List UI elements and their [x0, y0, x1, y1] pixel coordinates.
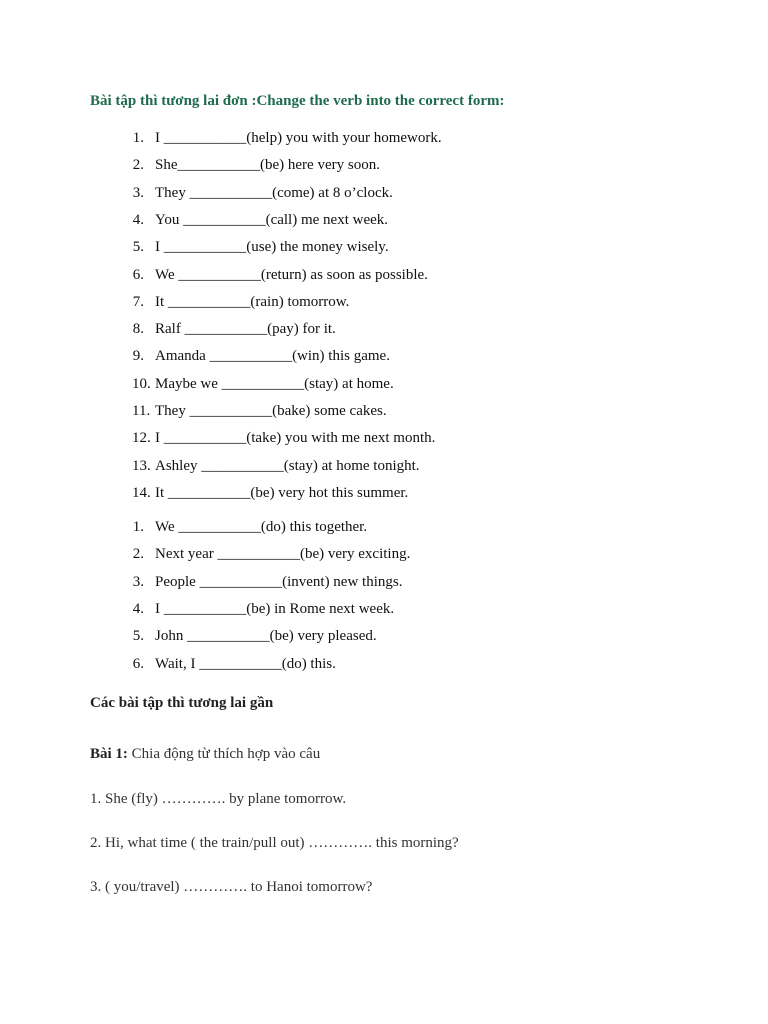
- exercise-instruction-line: [90, 746, 320, 763]
- list-item-text: I ___________(use) the money wisely.: [155, 239, 389, 256]
- list-item-text: Maybe we ___________(stay) at home.: [155, 375, 394, 392]
- list-item-text: You ___________(call) me next week.: [155, 211, 389, 228]
- list-item-text: It ___________(be) very hot this summer.: [155, 484, 409, 501]
- list-item-number: 4.: [132, 600, 144, 617]
- list-item-text: People ___________(invent) new things.: [155, 573, 403, 590]
- list-item-text: Next year ___________(be) very exciting.: [155, 546, 411, 563]
- list-item-number: 7.: [132, 293, 144, 310]
- list-item-number: 8.: [132, 321, 144, 338]
- list-item-number: 3.: [132, 184, 144, 201]
- list-item-number: 5.: [132, 628, 144, 645]
- list-item-number: 13.: [132, 457, 151, 474]
- list-item-text: She___________(be) here very soon.: [155, 157, 380, 174]
- list-item-number: 1.: [132, 519, 144, 535]
- list-item-text: Ralf ___________(pay) for it.: [155, 321, 336, 338]
- list-item-text: They ___________(bake) some cakes.: [155, 403, 387, 419]
- list-item-text: Wait, I ___________(do) this.: [155, 655, 336, 672]
- list-item-text: It ___________(rain) tomorrow.: [155, 293, 350, 310]
- list-item-number: 6.: [132, 266, 144, 283]
- list-item-text: I ___________(be) in Rome next week.: [155, 600, 395, 617]
- list-item-number: 9.: [132, 348, 144, 365]
- list-item-number: 2.: [132, 157, 144, 174]
- list-item-number: 6.: [132, 655, 144, 672]
- exercise-item: 2. Hi, what time ( the train/pull out) …………. this morning?: [90, 835, 459, 851]
- list-item-text: John ___________(be) very pleased.: [155, 628, 377, 645]
- list-item-number: 3.: [132, 573, 144, 590]
- exercise-item: 1. She (fly) …………. by plane tomorrow.: [90, 791, 347, 807]
- exercise-heading: Bài tập thì tương lai đơn :Change the verb into the correct form:: [90, 93, 505, 109]
- exercise-label: Bài 1:: [90, 746, 128, 762]
- list-item-number: 1.: [132, 130, 144, 146]
- list-item-text: I ___________(help) you with your homework.: [155, 130, 442, 146]
- exercise-instruction: Chia động từ thích hợp vào câu: [127, 746, 321, 762]
- list-item-number: 4.: [132, 211, 144, 228]
- list-item-text: We ___________(return) as soon as possible.: [155, 266, 428, 283]
- list-item-text: I ___________(take) you with me next month.: [155, 430, 436, 447]
- list-item-number: 2.: [132, 546, 144, 563]
- exercise-item: 3. ( you/travel) …………. to Hanoi tomorrow?: [90, 879, 373, 895]
- list-item-text: Ashley ___________(stay) at home tonight.: [155, 457, 420, 474]
- list-item-number: 11.: [132, 403, 151, 419]
- list-item-number: 12.: [132, 430, 151, 447]
- list-item-number: 10.: [132, 375, 151, 392]
- list-item-number: 5.: [132, 239, 144, 256]
- list-item-text: We ___________(do) this together.: [155, 519, 368, 535]
- list-item-text: Amanda ___________(win) this game.: [155, 348, 390, 365]
- list-item-number: 14.: [132, 484, 151, 501]
- section-title: Các bài tập thì tương lai gần: [90, 695, 274, 711]
- list-item-text: They ___________(come) at 8 o’clock.: [155, 184, 393, 201]
